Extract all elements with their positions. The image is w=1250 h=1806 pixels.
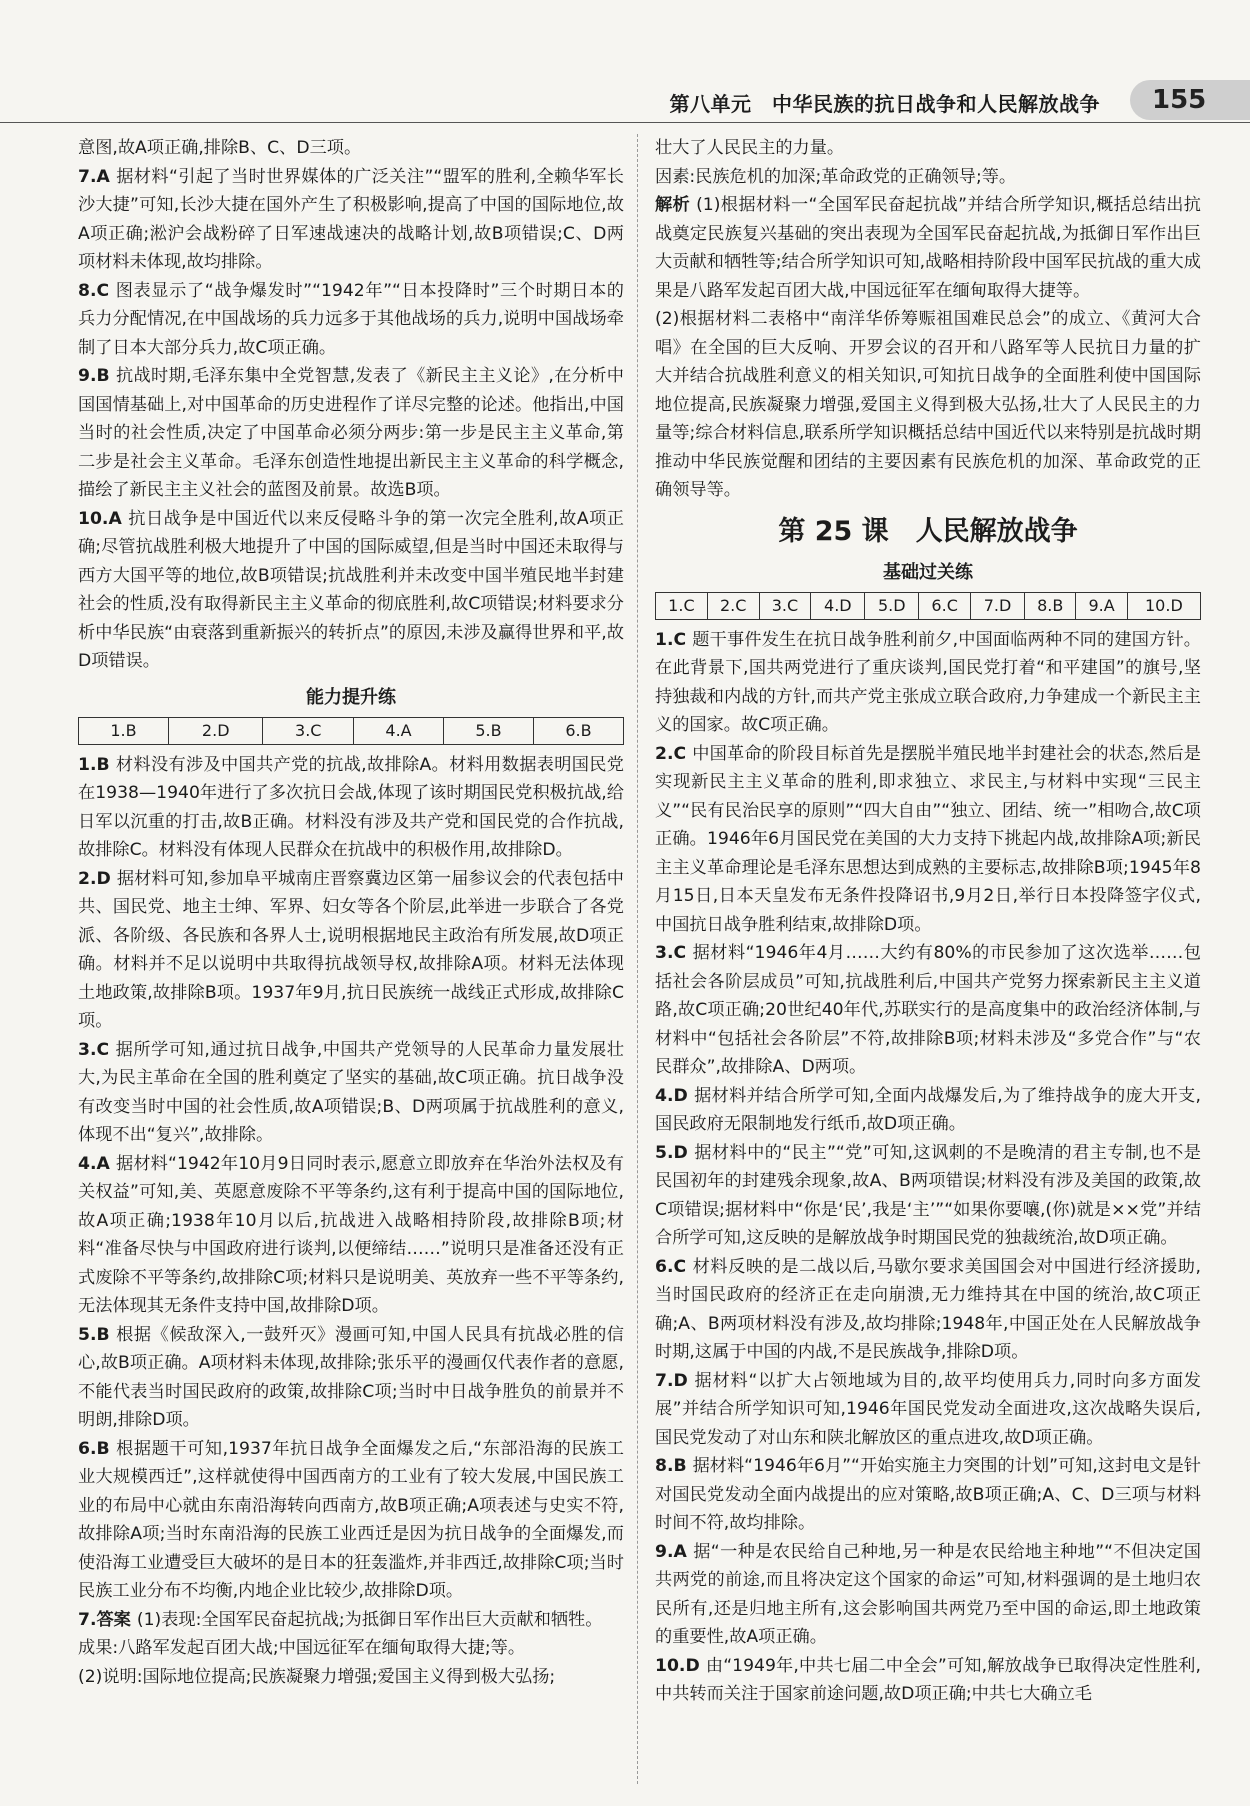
question-number: 7.A (78, 166, 110, 187)
answer-text: 抗战时期,毛泽东集中全党智慧,发表了《新民主主义论》,在分析中国国情基础上,对中国革命的历史进程作了详尽完整的论述。他指出,中国当时的社会性质,决定了中国革命必须分两步:第一步是民主主义革命,第二步是社会主义革命。毛泽东创造性地提出新民主主义革命的科学概念,描绘了新民主主义社会的蓝图及前景。故选B项。 (78, 366, 624, 500)
answer-text: 材料反映的是二战以后,马歇尔要求美国国会对中国进行经济援助,当时国民政府的经济正在走向崩溃,无力维持其在中国的统治,故C项正确;A、B两项材料没有涉及,故均排除;1948年,中国正处在人民解放战争时期,这属于中国的内战,不是民族战争,排除D项。 (655, 1256, 1201, 1362)
analysis-text: (1)根据材料一“全国军民奋起抗战”并结合所学知识,概括总结出抗战奠定民族复兴基础的突出表现为全国军民奋起抗战,为抵御日军作出巨大贡献和牺牲等;结合所学知识可知,战略相持阶段中国军民抗战的重大成果是八路军发起百团大战,中国远征军在缅甸取得大捷等。 (655, 195, 1201, 301)
answer-text: 据材料“1946年4月……大约有80%的市民参加了这次选举……包括社会各阶层成员”可知,抗战胜利后,中国共产党努力探索新民主主义道路,故C项正确;20世纪40年代,苏联实行的是高度集中的政治经济体制,与材料中“包括社会各阶层”不符,故排除B项;材料未涉及“多党合作”与“农民群众”,故排除A、D两项。 (655, 943, 1201, 1077)
answer-item (78, 1036, 624, 1150)
answer-item (78, 163, 624, 277)
analysis (655, 191, 1201, 305)
answer-item (655, 1139, 1201, 1253)
answer-item (655, 740, 1201, 940)
answer-text: 据材料“引起了当时世界媒体的广泛关注”“盟军的胜利,全赖华军长沙大捷”可知,长沙大捷在国外产生了积极影响,提高了中国的国际地位,故A项正确;淞沪会战粉碎了日军速战速决的战略计划,故B项错误;C、D两项材料未体现,故均排除。 (78, 166, 624, 272)
answer-text: 据材料中的“民主”“党”可知,这讽刺的不是晚清的君主专制,也不是民国初年的封建残余现象,故A、B两项错误;材料没有涉及美国的政策,故C项错误;据材料中“你是‘民’,我是‘主’”“如果你要嚷,(你)就是××党”并结合所学可知,这反映的是解放战争时期国民党的独裁统治,故D项正确。 (655, 1142, 1201, 1248)
answer-text: 据材料“1946年6月”“开始实施主力突围的计划”可知,这封电文是针对国民党发动全面内战提出的应对策略,故B项正确;A、C、D三项与材料时间不符,故均排除。 (655, 1456, 1201, 1533)
answer-text: (1)表现:全国军民奋起抗战;为抵御日军作出巨大贡献和牺牲。 (136, 1609, 603, 1630)
answer-cell: 2.D (169, 717, 263, 744)
answer-text: 据材料“以扩大占领地域为目的,故平均使用兵力,同时向多方面发展”并结合所学知识可知,1946年国民党发动全面进攻,这次战略失误后,国民党发动了对山东和陕北解放区的重点进攻,故D项正确。 (655, 1370, 1201, 1448)
answer-cell: 6.C (919, 592, 971, 619)
question-number: 6.C (655, 1256, 687, 1277)
answer-text: 据材料可知,参加阜平城南庄晋察冀边区第一届参议会的代表包括中共、国民党、地主士绅、军界、妇女等各个阶层,此举进一步联合了各党派、各阶级、各民族和各界人士,说明根据地民主政治有所发展,故D项正确。材料并不足以说明中共取得抗战领导权,故排除A项。材料无法体现土地政策,故排除B项。1937年9月,抗日民族统一战线正式形成,故排除C项。 (78, 868, 624, 1031)
question-number: 3.C (78, 1039, 110, 1060)
answer-item (78, 1150, 624, 1321)
question-number: 4.D (655, 1085, 688, 1106)
answer-cell: 1.C (656, 592, 708, 619)
answer-cell: 6.B (533, 717, 623, 744)
paragraph: (2)根据材料二表格中“南洋华侨筹赈祖国难民总会”的成立、《黄河大合唱》在全国的巨大反响、开罗会议的召开和八路军等人民抗日力量的扩大并结合抗战胜利意义的相关知识,可知抗日战争的全面胜利使中国国际地位提高,民族凝聚力增强,爱国主义得到极大弘扬,壮大了人民民主的力量等;综合材料信息,联系所学知识概括总结中国近代以来特别是抗战时期推动中华民族觉醒和团结的主要因素有民族危机的加深、革命政党的正确领导等。 (655, 309, 1201, 500)
page-number: 155 (1130, 80, 1250, 120)
answer-item (655, 1538, 1201, 1652)
question-number: 10.A (78, 508, 122, 529)
question-number: 5.D (655, 1142, 688, 1163)
question-number: 7.D (655, 1370, 688, 1391)
question-number: 10.D (655, 1655, 700, 1676)
answer-item (655, 1652, 1201, 1709)
answer-item (78, 505, 624, 676)
answer-cell: 5.D (865, 592, 919, 619)
answer-item (78, 362, 624, 505)
answer-cell: 1.B (79, 717, 169, 744)
paragraph: 因素:民族危机的加深;革命政党的正确领导;等。 (655, 166, 1017, 187)
answer-item (655, 1452, 1201, 1538)
question-number: 2.D (78, 868, 111, 889)
answer-text: 中国革命的阶段目标首先是摆脱半殖民地半封建社会的状态,然后是实现新民主主义革命的胜利,即求独立、求民主,与材料中实现“三民主义”“民有民治民享的原则”“四大自由”“独立、团结、统一”相吻合,故C项正确。1946年6月国民党在美国的大力支持下挑起内战,故排除A项;新民主主义革命理论是毛泽东思想达到成熟的主要标志,故排除B项;1945年8月15日,日本天皇发布无条件投降诏书,9月2日,举行日本投降签字仪式,中国抗日战争胜利结束,故排除D项。 (655, 743, 1201, 935)
answer-cell: 3.C (759, 592, 811, 619)
question-number: 6.B (78, 1438, 110, 1459)
section-title: 基础过关练 (883, 561, 973, 583)
answer-item (655, 1082, 1201, 1139)
column-divider (637, 134, 638, 1784)
answer-text: 据材料并结合所学可知,全面内战爆发后,为了维持战争的庞大开支,国民政府无限制地发行纸币,故D项正确。 (655, 1085, 1201, 1134)
answer-text: 据“一种是农民给自己种地,另一种是农民给地主种地”“不但决定国共两党的前途,而且将决定这个国家的命运”可知,材料强调的是土地归农民所有,还是归地主所有,这会影响国共两党乃至中国的命运,即土地政策的重要性,故A项正确。 (655, 1541, 1201, 1647)
answer-table (655, 592, 1201, 620)
answer-text: 题干事件发生在抗日战争胜利前夕,中国面临两种不同的建国方针。在此背景下,国共两党进行了重庆谈判,国民党打着“和平建国”的旗号,坚持独裁和内战的方针,而共产党主张成立联合政府,力争建成一个新民主主义的国家。故C项正确。 (655, 629, 1201, 735)
section-title: 能力提升练 (306, 686, 396, 708)
paragraph: (2)说明:国际地位提高;民族凝聚力增强;爱国主义得到极大弘扬; (78, 1666, 556, 1687)
question-number: 2.C (655, 743, 687, 764)
analysis-label: 解析 (655, 195, 691, 215)
answer-item (655, 939, 1201, 1082)
answer-table (78, 717, 624, 745)
answer-text: 根据题干可知,1937年抗日战争全面爆发之后,“东部沿海的民族工业大规模西迁”,这样就使得中国西南方的工业有了较大发展,中国民族工业的布局中心就由东南沿海转向西南方,故B项正确;A项表述与史实不符,故排除A项;当时东南沿海的民族工业西迁是因为抗日战争的全面爆发,而使沿海工业遭受巨大破坏的是日本的狂轰滥炸,并非西迁,故排除C项;当时民族工业分布不均衡,内地企业比较少,故排除D项。 (78, 1438, 624, 1601)
question-number: 8.C (78, 280, 110, 301)
paragraph: 壮大了人民民主的力量。 (655, 138, 845, 158)
question-number: 8.B (655, 1456, 687, 1476)
lesson-title: 第 25 课 人民解放战争 (778, 515, 1078, 547)
answer-cell: 4.A (354, 717, 444, 744)
answer-item (78, 1321, 624, 1435)
answer-item (78, 865, 624, 1036)
page-header (0, 82, 1250, 123)
question-number: 1.B (78, 754, 110, 775)
question-number: 5.B (78, 1324, 110, 1345)
answer-cell: 10.D (1127, 592, 1200, 619)
right-column (655, 134, 1201, 1709)
question-number: 3.C (655, 943, 687, 963)
left-column (78, 134, 624, 1691)
answer-cell: 9.A (1076, 592, 1127, 619)
answer-cell: 5.B (443, 717, 533, 744)
answer-cell: 8.B (1024, 592, 1075, 619)
answer-item (78, 1606, 624, 1635)
answer-text: 据所学可知,通过抗日战争,中国共产党领导的人民革命力量发展壮大,为民主革命在全国的胜利奠定了坚实的基础,故C项正确。抗日战争没有改变当时中国的社会性质,故A项错误;B、D两项属于抗战胜利的意义,体现不出“复兴”,故排除。 (78, 1039, 624, 1145)
answer-text: 材料没有涉及中国共产党的抗战,故排除A。材料用数据表明国民党在1938—1940年进行了多次抗日会战,体现了该时期国民党积极抗战,给日军以沉重的打击,故B正确。材料没有涉及共产党和国民党的合作抗战,故排除C。材料没有体现人民群众在抗战中的积极作用,故排除D。 (78, 754, 624, 860)
answer-item (655, 1253, 1201, 1367)
answer-text: 由“1949年,中共七届二中全会”可知,解放战争已取得决定性胜利,中共转而关注于国家前途问题,故D项正确;中共七大确立毛 (655, 1655, 1201, 1704)
question-number: 9.A (655, 1541, 687, 1562)
question-number: 1.C (655, 629, 687, 650)
answer-item (78, 277, 624, 363)
answer-cell: 7.D (971, 592, 1025, 619)
answer-item (655, 1367, 1201, 1453)
answer-item (78, 1435, 624, 1606)
answer-cell: 4.D (811, 592, 865, 619)
question-number: 9.B (78, 366, 110, 386)
question-number: 4.A (78, 1153, 110, 1174)
answer-text: 抗日战争是中国近代以来反侵略斗争的第一次完全胜利,故A项正确;尽管抗战胜利极大地提升了中国的国际威望,但是当时中国还未取得与西方大国平等的地位,故B项错误;抗战胜利并未改变中国半殖民地半封建社会的性质,没有取得新民主主义革命的彻底胜利,故C项错误;材料要求分析中华民族“由衰落到重新振兴的转折点”的原因,未涉及赢得世界和平,故D项错误。 (78, 508, 624, 671)
paragraph: 成果:八路军发起百团大战;中国远征军在缅甸取得大捷;等。 (78, 1638, 526, 1658)
paragraph: 意图,故A项正确,排除B、C、D三项。 (78, 138, 362, 158)
answer-text: 图表显示了“战争爆发时”“1942年”“日本投降时”三个时期日本的兵力分配情况,在中国战场的兵力远多于其他战场的兵力,说明中国战场牵制了日本大部分兵力,故C项正确。 (78, 280, 624, 358)
answer-text: 据材料“1942年10月9日同时表示,愿意立即放弃在华治外法权及有关权益”可知,美、英愿意废除不平等条约,这有利于提高中国的国际地位,故A项正确;1938年10月以后,抗战进入战略相持阶段,故排除B项;材料“准备尽快与中国政府进行谈判,以便缔结……”说明只是准备还没有正式废除不平等条约,故排除C项;材料只是说明美、英放弃一些不平等条约,无法体现其无条件支持中国,故排除D项。 (78, 1153, 624, 1316)
answer-item (78, 751, 624, 865)
answer-cell: 3.C (263, 717, 354, 744)
unit-title: 第八单元 中华民族的抗日战争和人民解放战争 (669, 92, 1100, 116)
question-number: 7.答案 (78, 1609, 131, 1630)
answer-cell: 2.C (707, 592, 759, 619)
answer-item (655, 626, 1201, 740)
answer-text: 根据《候敌深入,一鼓歼灭》漫画可知,中国人民具有抗战必胜的信心,故B项正确。A项材料未体现,故排除;张乐平的漫画仅代表作者的意愿,不能代表当时国民政府的政策,故排除C项;当时中日战争胜负的前景并不明朗,排除D项。 (78, 1324, 624, 1430)
